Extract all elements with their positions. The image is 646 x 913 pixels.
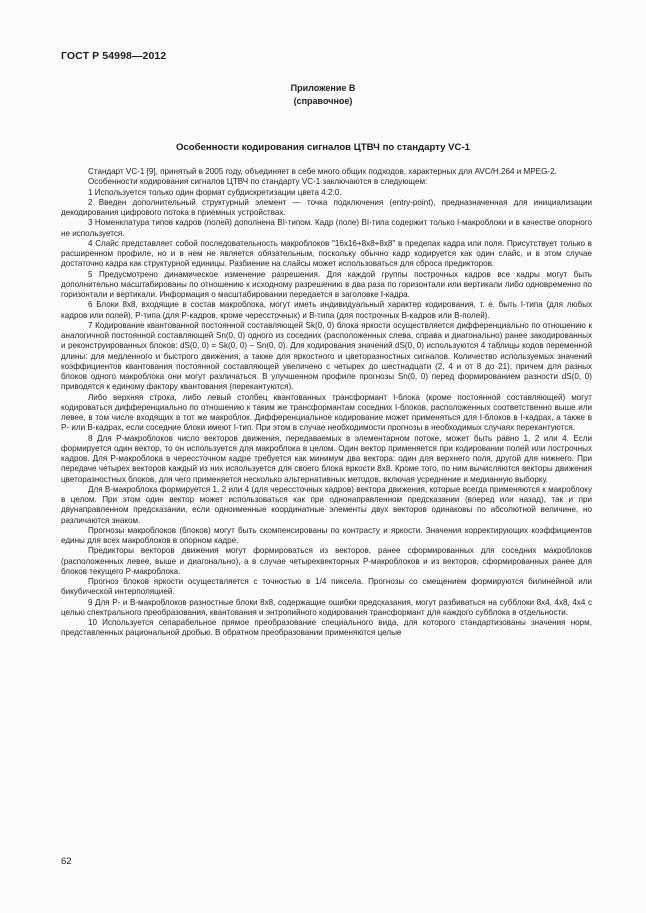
paragraph: Предикторы векторов движения могут формироваться из векторов, ранее сформированных для соседних макроблоков (расположенных левее, выше и диагонально), а в случае четырехвекторных P-макроблоков и из векторов, сформированных ранее для блоков текущего P-макроблока. [61, 546, 592, 576]
paragraph: 9 Для P- и B-макроблоков разностные блоки 8х8, содержащие ошибки предсказания, могут разбиваться на субблоки 8х4, 4х8, 4х4 с целью спектрального преобразования, квантования и энтропийного кодирования трансформант для каждого субблока в отдельности. [61, 597, 592, 617]
paragraph: 6 Блоки 8х8, входящие в состав макроблока, могут иметь индивидуальный характер кодирования, т. е. быть I-типа (для любых кадров или полей), P-типа (для P-кадров, кроме черессточных) и B-типа (для построчных B-кадров или B-полей). [61, 300, 592, 320]
appendix-note: (справочное) [293, 96, 353, 106]
paragraph: 1 Используется только один формат субдискретизации цвета 4:2:0. [88, 187, 342, 197]
paragraph: 7 Кодирование квантованной постоянной составляющей Sk(0, 0) блока яркости осуществляется дифференциально по отношению к аналогичной постоянной составляющей Sn(0, 0) одного из соседних (расположенных слева, справа и диагонально) ранее закодированных и реконструированных блоков: dS(0, 0) = Sk(0, 0) – Sn(0, 0). Для кодирования значений dS(0, 0) используются 4 таблицы кодов переменной длины: для медленного и быстрого движения, а также для яркостного и цветоразностных сигналов. Количество используемых значений коэффициентов квантования постоянной составляющей увеличено с четырех до шестнадцати (2, 4 и от 8 до 21), причем для разных блоков одного макроблока они могут различаться. В улучшенном профиле прогнозы Sn(0, 0) перед формированием разности dS(0, 0) приводятся к единому фактору квантования (перекантуются). [61, 320, 592, 392]
paragraph: Для B-макроблока формируется 1, 2 или 4 (для черессточных кадров) вектора движения, которые всегда применяются к макроблоку в целом. При этом один вектор может использоваться как при однонаправленном предсказании (вперед или назад), так и при двунаправленном предсказании, если одноименные координатные элементы двух векторов одинаковы по абсолютной величине, но различаются знаком. [61, 484, 592, 525]
appendix-heading [0, 82, 646, 108]
section-title: Особенности кодирования сигналов ЦТВЧ по стандарту VC-1 [175, 142, 471, 153]
paragraph: Прогнозы макроблоков (блоков) могут быть скомпенсированы по контрасту и яркости. Значения корректирующих коэффициентов едины для всех макроблоков в опорном кадре. [61, 525, 592, 545]
paragraph: 5 Предусмотрено динамическое изменение разрешения. Для каждой группы построчных кадров все кадры могут быть дополнительно масштабированы по отношению к исходному разрешению в два раза по горизонтали или вертикали либо одновременно по горизонтали и вертикали. Информация о масштабировании передается в заголовке I-кадра. [61, 269, 592, 299]
body-text [61, 167, 592, 639]
paragraph: 2 Введен дополнительный структурный элемент — точка подключения (entry-point), предназначенная для инициализации декодирования цифрового потока в приемных устройствах. [61, 197, 592, 217]
paragraph: 10 Используется сепарабельное прямое преобразование специального вида, для которого стандартизованы значения норм, представленных рациональной дробью. В обратном преобразовании применяются целые [61, 618, 592, 638]
standard-header: ГОСТ Р 54998—2012 [61, 50, 167, 62]
page-number: 62 [61, 856, 72, 867]
paragraph: Прогноз блоков яркости осуществляется с точностью в 1/4 пиксела. Прогнозы со смещением формируются билинейной или бикубической интерполяцией. [61, 577, 592, 597]
appendix-title: Приложение В [290, 83, 356, 93]
paragraph: 8 Для P-макроблоков число векторов движения, передаваемых в элементарном потоке, может быть равно 1, 2 или 4. Если формируется один вектор, то он используется для макроблока в целом. Один вектор применяется при кодировании полей или построчных кадров. Для P-макроблока в черессточном кадре требуется как минимум два вектора: один для верхнего поля, другой для нижнего. При передаче четырех векторов каждый из них используется для своего блока яркости 8х8. Кроме того, по ним вычисляются векторы движения цветоразностных блоков, для чего применяется несколько альтернативных методов, включая усреднение и медианную выборку. [61, 433, 592, 484]
paragraph: Особенности кодирования сигналов ЦТВЧ по стандарту VC-1 заключаются в следующем: [88, 177, 428, 187]
paragraph: Либо верхняя строка, либо левый столбец квантованных трансформант I-блока (кроме постоянной составляющей) могут кодироваться дифференциально по отношению к таким же трансформантам соседних I-блоков, расположенных соответственно выше или левее, в том числе входящих в тот же макроблок. Дифференциальное кодирование может применяться для I-блоков в I-кадрах, а также в P- или B-кадрах, если соседние блоки имеют I-тип. При этом в случае необходимости прогнозы в необходимых случаях перекантуются. [61, 392, 592, 433]
paragraph: 3 Номенклатура типов кадров (полей) дополнена BI-типом. Кадр (поле) BI-типа содержит только I-макроблоки и в качестве опорного не используется. [61, 218, 592, 238]
paragraph: Стандарт VC-1 [9], принятый в 2005 году, объединяет в себе много общих подходов, характерных для AVC/H.264 и MPEG-2. [88, 167, 557, 176]
paragraph: 4 Слайс представляет собой последовательность макроблоков "16х16+8х8+8х8" в пределах кадра или поля. Присутствует только в расширенном профиле, но и в нем не является обязательным, поскольку обычно кадр кодируется как один слайс, и в этом случае достаточно кадра как структурной единицы. Разбиение на слайсы может использоваться для сброса предикторов. [61, 238, 592, 269]
